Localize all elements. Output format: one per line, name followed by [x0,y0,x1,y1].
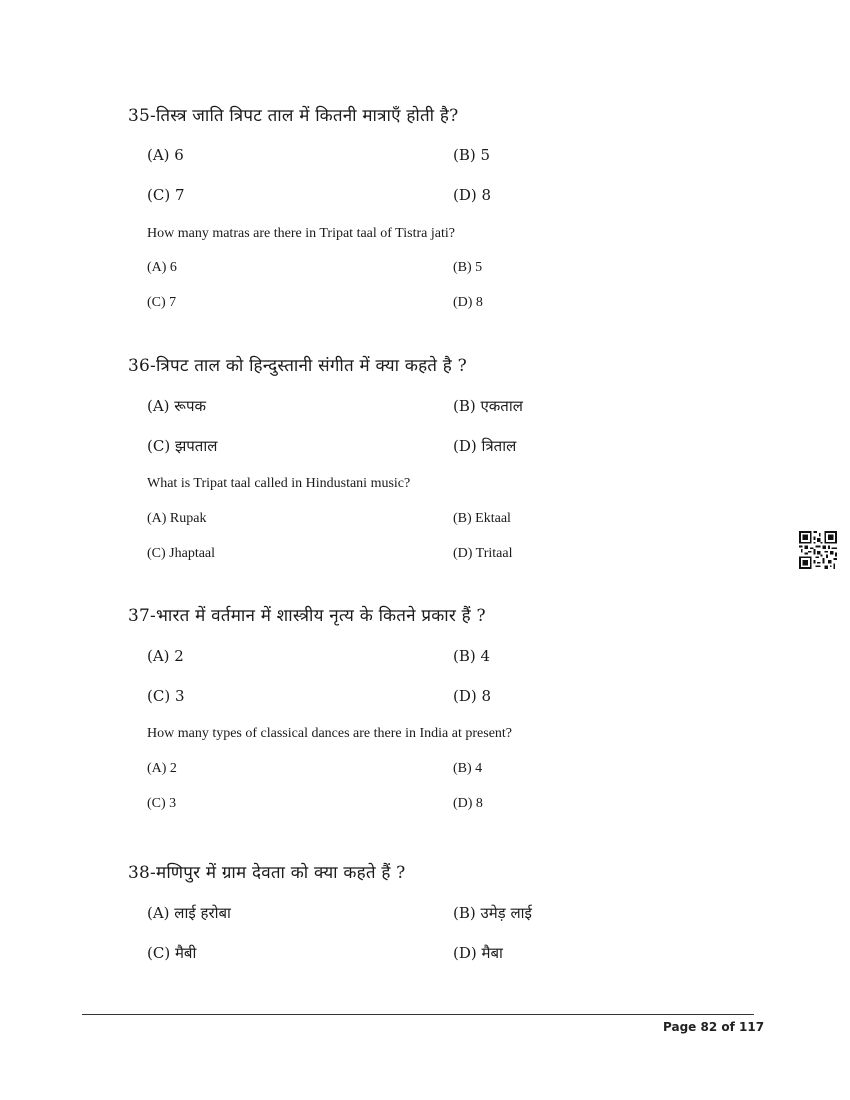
q35-en-option-a: (A) 6 [147,260,177,275]
q36-english-question: What is Tripat taal called in Hindustani music? [147,476,411,491]
q35-hi-option-d: (D) 8 [453,186,492,204]
q35-hi-option-c: (C) 7 [147,186,185,204]
q38-hi-option-d: (D) मैबा [453,944,503,962]
q36-en-option-c: (C) Jhaptaal [147,546,216,561]
q38-hi-option-c: (C) मैबी [147,944,197,962]
q37-english-question: How many types of classical dances are there in India at present? [147,726,513,741]
qr-code-icon [799,531,837,569]
q37-en-option-c: (C) 3 [147,796,177,811]
q35-hi-option-b: (B) 5 [453,146,491,164]
q37-en-option-b: (B) 4 [453,761,483,776]
q36-hi-option-d: (D) त्रिताल [453,437,517,455]
q38-hi-option-b: (B) उमेड़ लाई [453,904,532,922]
q38-hi-option-a: (A) लाई हरोबा [147,904,231,922]
q36-hi-option-a: (A) रूपक [147,397,206,415]
question-36-title: 36-त्रिपट ताल को हिन्दुस्तानी संगीत में क्या कहते है ? [128,356,467,376]
q35-english-question: How many matras are there in Tripat taal of Tistra jati? [147,226,455,241]
q36-en-option-b: (B) Ektaal [453,511,511,526]
q35-en-option-b: (B) 5 [453,260,483,275]
q37-hi-option-c: (C) 3 [147,687,185,705]
q37-hi-option-d: (D) 8 [453,687,492,705]
q37-hi-option-a: (A) 2 [147,647,184,665]
q35-en-option-d: (D) 8 [453,295,483,310]
q36-en-option-d: (D) Tritaal [453,546,513,561]
page-number: Page 82 of 117 [663,1020,765,1034]
question-37-title: 37-भारत में वर्तमान में शास्त्रीय नृत्य के कितने प्रकार हैं ? [128,606,486,626]
q35-en-option-c: (C) 7 [147,295,177,310]
question-38-title: 38-मणिपुर में ग्राम देवता को क्या कहते हैं ? [128,863,406,883]
q37-hi-option-b: (B) 4 [453,647,491,665]
q37-en-option-d: (D) 8 [453,796,483,811]
q36-en-option-a: (A) Rupak [147,511,207,526]
q36-hi-option-c: (C) झपताल [147,437,218,455]
q36-hi-option-b: (B) एकताल [453,397,523,415]
question-35-title: 35-तिस्त्र जाति त्रिपट ताल में कितनी मात्राएँ होती है? [128,106,459,126]
q35-hi-option-a: (A) 6 [147,146,184,164]
footer-divider [82,1014,754,1015]
q37-en-option-a: (A) 2 [147,761,177,776]
